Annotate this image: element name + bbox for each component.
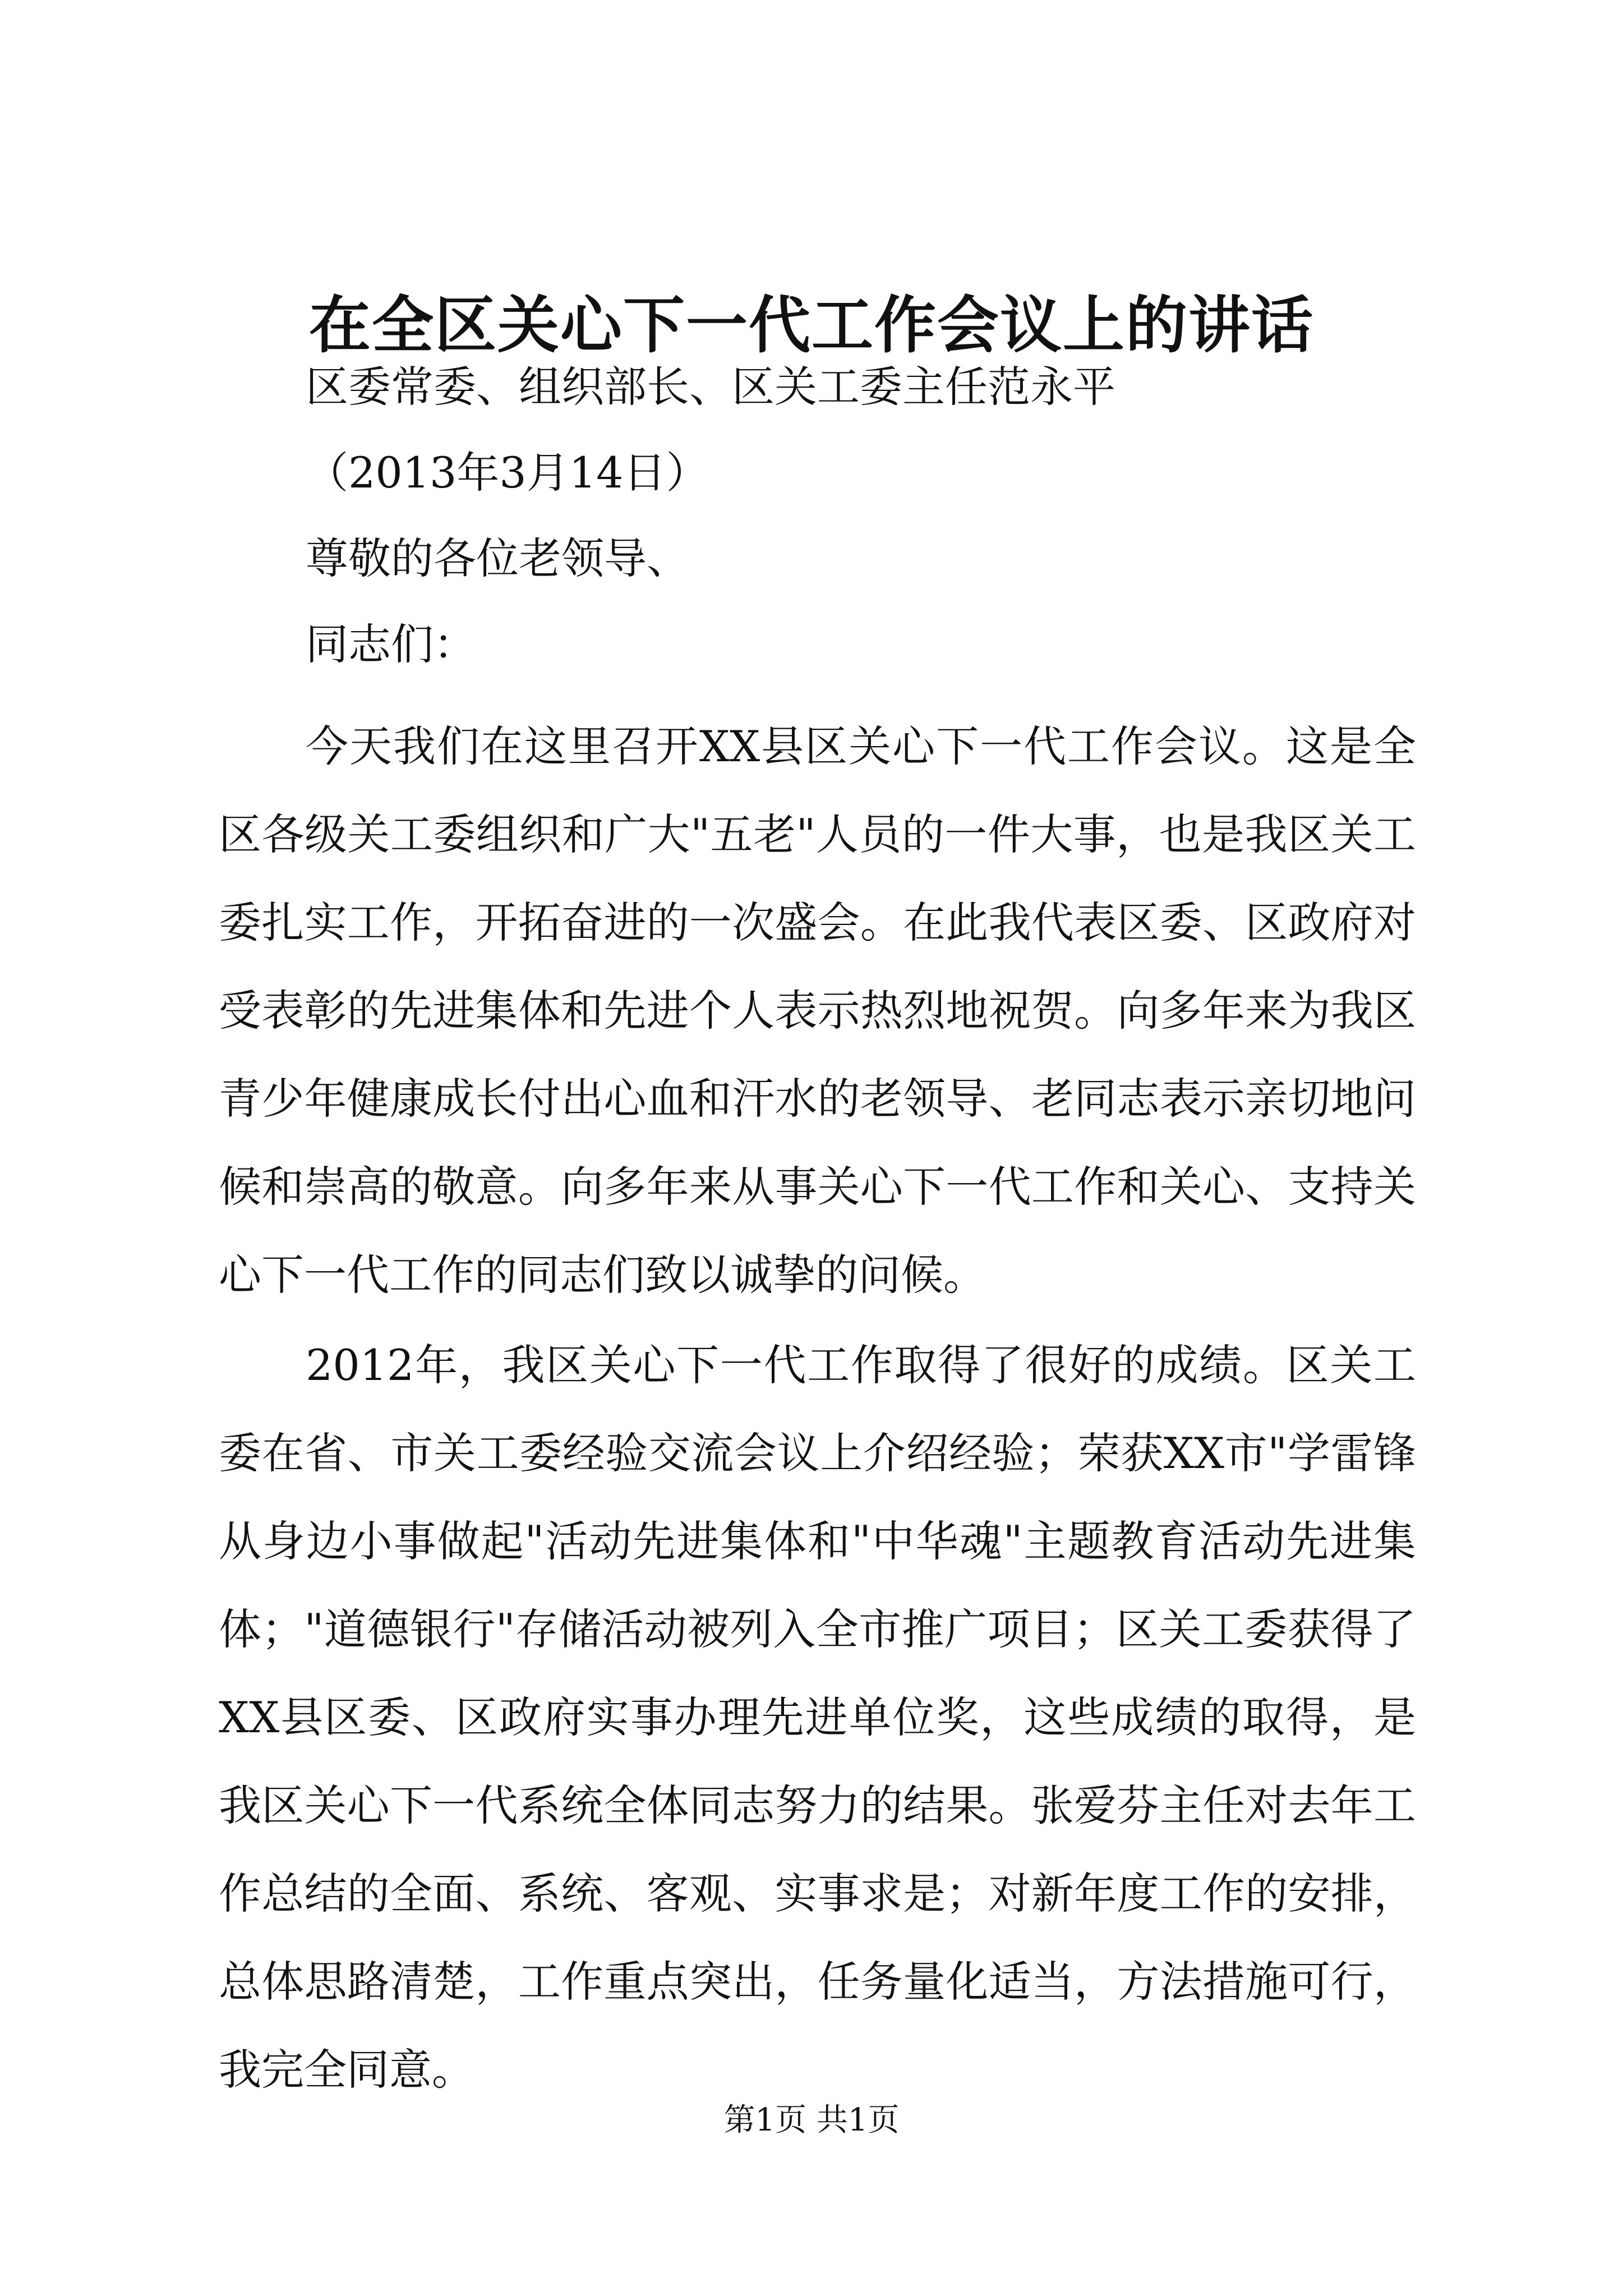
page-footer: 第1页 共1页 (723, 2102, 900, 2138)
paragraph-1: 今天我们在这里召开XX县区关心下一代工作会议。这是全区各级关工委组织和广大"五老"人员的一件大事，也是我区关工委扎实工作，开拓奋进的一次盛会。在此我代表区委、区政府对受表彰的先进集体和先进个人表示热烈地祝贺。向多年来为我区青少年健康成长付出心血和汗水的老领导、老同志表示亲切地问候和崇高的敬意。向多年来从事关心下一代工作和关心、支持关心下一代工作的同志们致以诚挚的问候。 (219, 721, 1416, 1300)
salutation-line-1: 尊敬的各位老领导、 (306, 533, 689, 583)
speaker-line: 区委常委、组织部长、区关工委主任范永平 (306, 362, 1115, 412)
salutation-line-2: 同志们： (306, 619, 476, 669)
document-title: 在全区关心下一代工作会议上的讲话 (309, 289, 1314, 361)
date-line: （2013年3月14日） (306, 448, 709, 498)
paragraph-2: 2012年，我区关心下一代工作取得了很好的成绩。区关工委在省、市关工委经验交流会议上介绍经验；荣获XX市"学雷锋从身边小事做起"活动先进集体和"中华魂"主题教育活动先进集体；"道德银行"存储活动被列入全市推广项目；区关工委获得了XX县区委、区政府实事办理先进单位奖，这些成绩的取得，是我区关心下一代系统全体同志努力的结果。张爱芬主任对去年工作总结的全面、系统、客观、实事求是；对新年度工作的安排，总体思路清楚，工作重点突出，任务量化适当，方法措施可行，我完全同意。 (219, 1340, 1416, 2095)
